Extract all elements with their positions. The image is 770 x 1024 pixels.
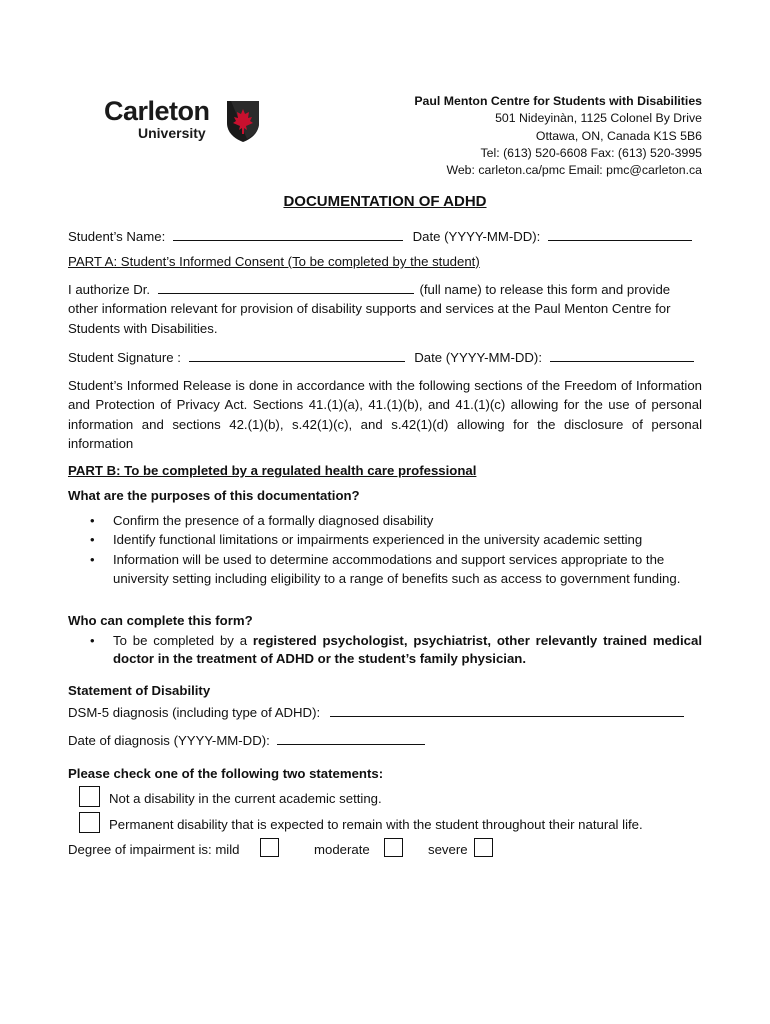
- mild-checkbox[interactable]: [260, 838, 279, 857]
- informed-release-paragraph: Student’s Informed Release is done in accordance with the following sections of the Freedom of Information and Protection of Privacy Act. Sections 41.(1)(a), 41.(1)(b), and 41.(1)(c) allowing for the use of personal information and sections 42.(1)(b), s.42(1)(c), and s.42(1)(d) allowing for the disclosure of personal information: [68, 378, 702, 451]
- signature-date-label: Date (YYYY-MM-DD):: [414, 350, 542, 365]
- part-b-heading: PART B: To be completed by a regulated health care professional: [68, 463, 477, 478]
- contact-address-block: [414, 93, 702, 179]
- who-prefix: To be completed by a: [113, 633, 248, 648]
- authorize-prefix: I authorize Dr.: [68, 282, 151, 297]
- student-name-row: [68, 227, 692, 244]
- who-question: Who can complete this form?: [68, 613, 253, 628]
- dsm-row: [68, 703, 684, 720]
- part-a-heading: PART A: Student’s Informed Consent (To be completed by the student): [68, 254, 480, 269]
- degree-label: Degree of impairment is: mild: [68, 842, 240, 857]
- dsm-diagnosis-field[interactable]: [330, 703, 684, 717]
- list-item: [90, 632, 702, 667]
- moderate-checkbox[interactable]: [384, 838, 403, 857]
- who-list: [90, 632, 702, 667]
- who-professionals: registered psychologist, psychiatrist, other relevantly trained medical doctor in the treatment of ADHD or the student’s family physician.: [113, 633, 702, 666]
- moderate-label: moderate: [314, 842, 370, 857]
- doctor-name-field[interactable]: [158, 280, 414, 294]
- org-name: Paul Menton Centre for Students with Disabilities: [414, 94, 702, 108]
- authorize-rest: other information relevant for provision of disability supports and services at the Paul Menton Centre for Students with Disabilities.: [68, 301, 671, 336]
- address-line-1: 501 Nideyinàn, 1125 Colonel By Drive: [495, 111, 702, 126]
- authorize-suffix: (full name) to release this form and provide: [419, 282, 671, 297]
- diagnosis-date-field[interactable]: [277, 731, 425, 745]
- web-email: Web: carleton.ca/pmc Email: pmc@carleton.ca: [446, 163, 702, 178]
- option-not-disability: Not a disability in the current academic setting.: [109, 791, 382, 806]
- logo-subname: University: [138, 125, 206, 141]
- address-line-2: Ottawa, ON, Canada K1S 5B6: [535, 128, 702, 143]
- purposes-question: What are the purposes of this documentation?: [68, 488, 360, 503]
- signature-label: Student Signature :: [68, 350, 181, 365]
- dsm-label: DSM-5 diagnosis (including type of ADHD):: [68, 705, 321, 720]
- authorize-paragraph: [68, 280, 702, 338]
- purposes-list: [90, 511, 702, 588]
- list-item: • Confirm the presence of a formally diagnosed disability: [90, 511, 702, 530]
- signature-field[interactable]: [189, 348, 405, 362]
- signature-row: [68, 348, 694, 365]
- option-permanent-disability: Permanent disability that is expected to remain with the student throughout their natural life.: [109, 817, 643, 832]
- list-item: • Identify functional limitations or impairments experienced in the university academic setting: [90, 530, 702, 549]
- student-name-label: Student’s Name:: [68, 229, 166, 244]
- permanent-disability-checkbox[interactable]: [79, 812, 100, 833]
- diagnosis-date-label: Date of diagnosis (YYYY-MM-DD):: [68, 733, 270, 748]
- student-date-field[interactable]: [548, 227, 692, 241]
- signature-date-field[interactable]: [550, 348, 694, 362]
- list-item: • Information will be used to determine accommodations and support services appropriate to the university setting including eligibility to a range of benefits such as access to government funding.: [90, 550, 702, 589]
- check-heading: Please check one of the following two statements:: [68, 766, 384, 781]
- student-date-label: Date (YYYY-MM-DD):: [412, 229, 541, 244]
- not-disability-checkbox[interactable]: [79, 786, 100, 807]
- statement-heading: Statement of Disability: [68, 683, 211, 698]
- carleton-logo: [104, 96, 264, 146]
- severe-label: severe: [428, 842, 468, 857]
- logo-name: Carleton: [104, 96, 210, 126]
- severe-checkbox[interactable]: [474, 838, 493, 857]
- student-name-field[interactable]: [173, 227, 403, 241]
- maple-leaf-shield-icon: [225, 99, 261, 143]
- diagnosis-date-row: [68, 731, 425, 748]
- page-title: DOCUMENTATION OF ADHD: [283, 193, 487, 210]
- phone-fax: Tel: (613) 520-6608 Fax: (613) 520-3995: [480, 145, 702, 160]
